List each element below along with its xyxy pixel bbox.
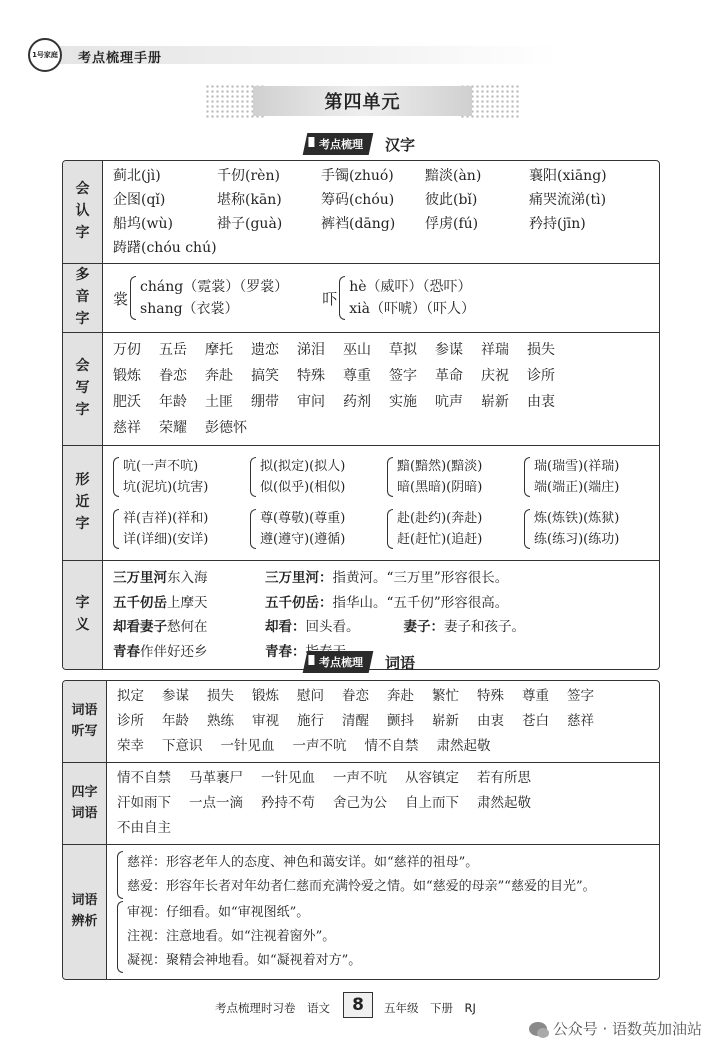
- write-word: 革命: [435, 368, 463, 384]
- meaning-key: 却看妻子: [113, 619, 167, 635]
- analysis-line: 审视：仔细看。如“审视图纸”。: [127, 905, 310, 920]
- polyphone-reading: shang（衣裳）: [140, 301, 239, 317]
- word: 肃然起敬: [477, 795, 531, 811]
- row-label: 词语 辨析: [63, 845, 107, 979]
- idiom-words: [117, 766, 649, 841]
- write-word: 诊所: [527, 368, 555, 384]
- similar-words: [534, 508, 619, 550]
- recognize-item: 千仞(rèn): [217, 168, 280, 184]
- recognize-item: 筹码(chóu): [321, 192, 395, 208]
- meaning-term: 却看：: [265, 619, 306, 635]
- analysis-line: 慈爱：形容年长者对年幼者仁慈而充满怜爱之情。如“慈爱的母亲”“慈爱的目光”。: [127, 879, 596, 894]
- write-word: 崭新: [481, 394, 509, 410]
- meaning-rest: 作伴好还乡: [140, 643, 208, 660]
- row-write: [63, 333, 659, 446]
- recognize-item: 手镯(zhuó): [321, 168, 394, 184]
- word: 自上而下: [405, 795, 459, 811]
- write-word: 彭德怀: [205, 420, 247, 436]
- analysis-list: [107, 845, 659, 979]
- meaning-key: 青春: [113, 643, 140, 660]
- write-word: 涕泪: [297, 342, 325, 358]
- polyphone-reading: hè（威吓）（恐吓）: [349, 279, 472, 295]
- analysis-lines: [127, 901, 361, 973]
- word: 一声不吭: [292, 738, 347, 754]
- word: 下意识: [162, 738, 203, 754]
- polyphone-char: 裳: [113, 289, 129, 308]
- meaning-text: 回头看。: [305, 619, 360, 635]
- watermark-text: 公众号 · 语数英加油站: [552, 1020, 702, 1038]
- polyphone-reading: xià（吓唬）（吓人）: [349, 301, 475, 317]
- write-word: 尊重: [343, 368, 371, 384]
- ciyu-table: [62, 680, 660, 980]
- analysis-line: 注视：注意地看。如“注视着窗外”。: [127, 929, 336, 944]
- manual-title: 考点梳理手册: [78, 51, 163, 66]
- word: 慈祥: [567, 713, 594, 729]
- write-word: 参谋: [435, 342, 463, 358]
- row-recognize: [63, 161, 659, 264]
- polyphone-item: [113, 276, 288, 320]
- recognize-item: 矜持(jīn): [529, 216, 586, 232]
- meaning-text: 指黄河。“三万里”形容很长。: [332, 570, 509, 586]
- word: 马革裹尸: [189, 770, 243, 786]
- write-word: 遗恋: [251, 342, 279, 358]
- similar-words: [397, 456, 482, 498]
- word: 奔赴: [387, 688, 414, 704]
- write-word: 损失: [527, 342, 555, 358]
- analysis-group: [117, 901, 649, 973]
- meaning-explanation: [265, 616, 649, 639]
- similar-pair: [387, 456, 524, 498]
- row-dictation: [63, 681, 659, 763]
- meaning-phrase: [113, 616, 265, 639]
- write-word: 肥沃: [113, 394, 141, 410]
- similar-words: [123, 508, 208, 550]
- polyphone-readings: [349, 276, 475, 320]
- similar-words: [397, 508, 482, 550]
- brace-icon: [524, 509, 530, 549]
- brace-icon: [387, 509, 393, 549]
- write-list: [113, 339, 649, 439]
- similar-word: 尊(尊敬)(尊重): [260, 511, 346, 526]
- section-title: 汉字: [385, 135, 416, 154]
- similar-word: 坑(泥坑)(坑害): [123, 480, 209, 495]
- section-heading-ciyu: [305, 651, 415, 673]
- meaning-text: 妻子和孩子。: [444, 619, 525, 635]
- polyphone-char: 吓: [322, 289, 338, 308]
- write-word: 特殊: [297, 368, 325, 384]
- recognize-item: 彼此(bǐ): [425, 192, 478, 208]
- write-word: 签字: [389, 368, 417, 384]
- write-word: 吭声: [435, 394, 463, 410]
- similar-word: 似(似乎)(相似): [260, 480, 346, 495]
- similar-pair: [250, 508, 387, 550]
- recognize-item: 堪称(kān): [217, 192, 282, 208]
- meaning-rest: 愁何在: [167, 619, 208, 635]
- row-similar: [63, 446, 659, 561]
- brace-icon: [339, 276, 345, 320]
- meaning-key: 五千仞岳: [113, 594, 167, 611]
- page-header: [28, 38, 698, 72]
- word: 苍白: [522, 713, 549, 729]
- word: 繁忙: [432, 688, 459, 704]
- publisher-logo: 1号家庭: [28, 38, 62, 72]
- word: 肃然起敬: [436, 738, 491, 754]
- similar-words: [534, 456, 619, 498]
- word: 特殊: [477, 688, 504, 704]
- analysis-line: 凝视：聚精会神地看。如“凝视着对方”。: [127, 953, 362, 968]
- word: 崭新: [432, 713, 459, 729]
- unit-title-bar: [253, 86, 472, 116]
- similar-word: 祥(吉祥)(祥和): [123, 511, 209, 526]
- word: 一针见血: [220, 738, 275, 754]
- brace-icon: [113, 457, 119, 497]
- recognize-item: 裤裆(dāng): [321, 216, 396, 232]
- similar-word: 瑞(瑞雪)(祥瑞): [534, 459, 620, 474]
- section-tag: 考点梳理: [303, 133, 374, 155]
- unit-banner: [205, 84, 520, 118]
- polyphone-list: [113, 268, 649, 328]
- recognize-item: 黯淡(àn): [425, 168, 482, 184]
- analysis-lines: [127, 851, 596, 899]
- recognize-item: 襄阳(xiāng): [529, 168, 607, 184]
- brace-icon: [117, 851, 123, 899]
- wechat-icon: [529, 1022, 547, 1036]
- section-tag: 考点梳理: [303, 651, 374, 673]
- write-word: 由衷: [527, 394, 555, 410]
- word: 参谋: [162, 688, 189, 704]
- meaning-explanation: [265, 567, 649, 590]
- analysis-line: 慈祥：形容老年人的态度、神色和蔼安详。如“慈祥的祖母”。: [127, 855, 479, 870]
- dictation-words: [117, 684, 649, 759]
- write-word: 万仞: [113, 342, 141, 358]
- meaning-phrase: [113, 567, 265, 590]
- word: 情不自禁: [364, 738, 419, 754]
- similar-word: 拟(拟定)(拟人): [260, 459, 346, 474]
- similar-pair: [113, 508, 250, 550]
- row-polyphone: [63, 264, 659, 333]
- similar-word: 暗(黑暗)(阴暗): [397, 480, 483, 495]
- write-word: 巫山: [343, 342, 371, 358]
- section-heading-hanzi: [305, 133, 415, 155]
- recognize-item: 企图(qǐ): [113, 192, 166, 208]
- word: 锻炼: [252, 688, 279, 704]
- analysis-group: [117, 851, 649, 899]
- recognize-item: 踌躇(chóu chú): [113, 240, 217, 256]
- similar-pair: [524, 508, 660, 550]
- brace-icon: [130, 276, 136, 320]
- similar-word: 详(详细)(安详): [123, 532, 209, 547]
- similar-word: 赶(赶忙)(追赶): [397, 532, 483, 547]
- word: 若有所思: [477, 770, 531, 786]
- word: 年龄: [162, 713, 189, 729]
- similar-word: 吭(一声不吭): [123, 459, 199, 474]
- word: 熟练: [207, 713, 234, 729]
- recognize-item: 褂子(guà): [217, 216, 283, 232]
- similar-words: [123, 456, 208, 498]
- word: 矜持不苟: [261, 795, 315, 811]
- row-label: 词语 听写: [63, 681, 107, 762]
- meaning-rest: 上摩天: [167, 594, 208, 611]
- word: 一针见血: [261, 770, 315, 786]
- word-line: [117, 684, 649, 709]
- similar-pair: [387, 508, 524, 550]
- meaning-term: 妻子：: [403, 619, 444, 635]
- write-word: 搞笑: [251, 368, 279, 384]
- hanzi-table: [62, 160, 660, 670]
- word: 施行: [297, 713, 324, 729]
- write-word: 锻炼: [113, 368, 141, 384]
- meaning-rest: 东入海: [167, 570, 208, 586]
- write-word: 荣耀: [159, 420, 187, 436]
- footer-grade: 五年级 下册 RJ: [384, 1001, 476, 1015]
- meaning-term: 五千仞岳：: [265, 594, 333, 611]
- word: 汗如雨下: [117, 795, 171, 811]
- meaning-key: 三万里河: [113, 570, 167, 586]
- row-analysis: [63, 845, 659, 979]
- meaning-list: [113, 567, 649, 663]
- recognize-item: 蓟北(jì): [113, 168, 161, 184]
- write-word: 祥瑞: [481, 342, 509, 358]
- word: 损失: [207, 688, 234, 704]
- similar-word: 炼(炼铁)(炼狱): [534, 511, 620, 526]
- meaning-term: 青春：: [265, 643, 306, 660]
- brace-icon: [113, 509, 119, 549]
- word: 慰问: [297, 688, 324, 704]
- write-word: 绷带: [251, 394, 279, 410]
- word: 一点一滴: [189, 795, 243, 811]
- meaning-text: 指华山。“五千仞”形容很高。: [332, 594, 509, 611]
- word: 诊所: [117, 713, 144, 729]
- brace-icon: [117, 901, 123, 973]
- write-word: 慈祥: [113, 420, 141, 436]
- similar-pair: [524, 456, 660, 498]
- word: 不由自主: [117, 820, 171, 836]
- similar-pair: [250, 456, 387, 498]
- footer-series: 考点梳理时习卷 语文: [215, 1001, 330, 1015]
- watermark: [529, 1018, 702, 1039]
- word-line: [117, 709, 649, 734]
- brace-icon: [387, 457, 393, 497]
- similar-word: 遵(遵守)(遵循): [260, 532, 346, 547]
- word: 拟定: [117, 688, 144, 704]
- word-line: [117, 766, 649, 791]
- word: 清醒: [342, 713, 369, 729]
- similar-words: [260, 456, 345, 498]
- word: 颤抖: [387, 713, 414, 729]
- meaning-phrase: [113, 641, 265, 664]
- write-word: 土匪: [205, 394, 233, 410]
- word: 尊重: [522, 688, 549, 704]
- recognize-list: [113, 165, 649, 259]
- word-line: [117, 734, 649, 759]
- unit-title: 第四单元: [324, 92, 401, 113]
- write-word: 年龄: [159, 394, 187, 410]
- similar-list: [113, 454, 660, 552]
- word: 审视: [252, 713, 279, 729]
- row-label: 四字 词语: [63, 763, 107, 844]
- word: 签字: [567, 688, 594, 704]
- write-word: 奔赴: [205, 368, 233, 384]
- row-label: 多 音 字: [63, 264, 103, 332]
- word: 眷恋: [342, 688, 369, 704]
- polyphone-item: [322, 276, 475, 320]
- row-label: 会 写 字: [63, 333, 103, 445]
- word: 从容镇定: [405, 770, 459, 786]
- row-label: 形 近 字: [63, 446, 103, 560]
- section-title: 词语: [385, 653, 416, 672]
- write-word: 眷恋: [159, 368, 187, 384]
- brace-icon: [524, 457, 530, 497]
- brace-icon: [250, 457, 256, 497]
- recognize-item: 俘虏(fú): [425, 216, 479, 232]
- similar-word: 练(练习)(练功): [534, 532, 620, 547]
- write-word: 药剂: [343, 394, 371, 410]
- write-word: 摩托: [205, 342, 233, 358]
- write-word: 实施: [389, 394, 417, 410]
- meaning-phrase: [113, 592, 265, 615]
- word: 荣幸: [117, 738, 144, 754]
- write-word: 庆祝: [481, 368, 509, 384]
- write-word: 五岳: [159, 342, 187, 358]
- row-label: 会 认 字: [63, 161, 103, 263]
- write-word: 草拟: [389, 342, 417, 358]
- meaning-term: 三万里河：: [265, 570, 333, 586]
- word: 由衷: [477, 713, 504, 729]
- recognize-item: 痛哭流涕(tì): [529, 192, 607, 208]
- similar-word: 黯(黯然)(黯淡): [397, 459, 483, 474]
- polyphone-reading: cháng（霓裳）（罗裳）: [140, 279, 289, 295]
- similar-words: [260, 508, 345, 550]
- row-idioms: [63, 763, 659, 845]
- meaning-explanation: [265, 592, 649, 615]
- word: 情不自禁: [117, 770, 171, 786]
- page-number: 8: [343, 992, 373, 1018]
- row-label: 字 义: [63, 561, 103, 669]
- similar-pair: [113, 456, 250, 498]
- write-word: 审问: [297, 394, 325, 410]
- word-line: [117, 816, 649, 841]
- polyphone-readings: [140, 276, 288, 320]
- brace-icon: [250, 509, 256, 549]
- similar-word: 赴(赴约)(奔赴): [397, 511, 483, 526]
- word-line: [117, 791, 649, 816]
- word: 舍己为公: [333, 795, 387, 811]
- similar-word: 端(端正)(端庄): [534, 480, 620, 495]
- recognize-item: 船坞(wù): [113, 216, 173, 232]
- word: 一声不吭: [333, 770, 387, 786]
